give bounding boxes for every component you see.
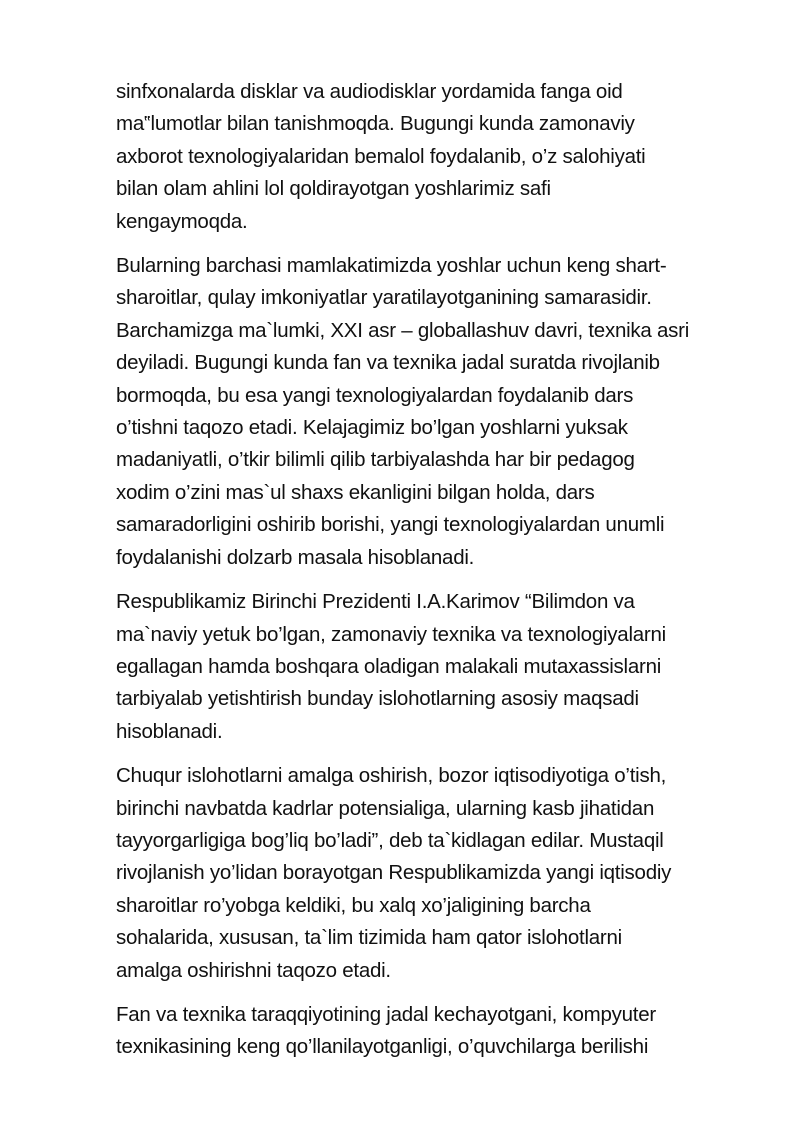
text-line: foydalanishi dolzarb masala hisoblanadi. bbox=[116, 545, 475, 569]
text-line: Respublikamiz Birinchi Prezidenti I.A.Karimov “Bilimdon va bbox=[116, 590, 635, 614]
paragraph bbox=[116, 76, 736, 238]
text-line: bilan olam ahlini lol qoldirayotgan yoshlarimiz safi bbox=[116, 177, 551, 201]
text-line: texnikasining keng qo’llanilayotganligi, o’quvchilarga berilishi bbox=[116, 1035, 649, 1059]
text-line: samaradorligini oshirib borishi, yangi texnologiyalardan unumli bbox=[116, 513, 665, 537]
paragraph bbox=[116, 999, 736, 1064]
paragraph bbox=[116, 250, 736, 574]
text-line: kengaymoqda. bbox=[116, 209, 248, 233]
text-line: sharoitlar ro’yobga keldiki, bu xalq xo’jaligining barcha bbox=[116, 893, 591, 917]
text-line: madaniyatli, o’tkir bilimli qilib tarbiyalashda har bir pedagog bbox=[116, 448, 635, 472]
text-line: o’tishni taqozo etadi. Kelajagimiz bo’lgan yoshlarni yuksak bbox=[116, 416, 628, 440]
text-line: Barchamizga ma`lumki, XXI asr – globallashuv davri, texnika asri bbox=[116, 318, 690, 342]
text-line: Bularning barchasi mamlakatimizda yoshlar uchun keng shart- bbox=[116, 254, 667, 278]
paragraph bbox=[116, 586, 736, 748]
text-line: amalga oshirishni taqozo etadi. bbox=[116, 958, 391, 982]
text-line: bormoqda, bu esa yangi texnologiyalardan foydalanib dars bbox=[116, 383, 634, 407]
text-line: ma`naviy yetuk bo’lgan, zamonaviy texnika va texnologiyalarni bbox=[116, 622, 666, 646]
paragraph bbox=[116, 760, 736, 987]
text-line: xodim o’zini mas`ul shaxs ekanligini bilgan holda, dars bbox=[116, 480, 595, 504]
text-line: sinfxonalarda disklar va audiodisklar yordamida fanga oid bbox=[116, 80, 623, 103]
text-line: rivojlanish yo’lidan borayotgan Respublikamizda yangi iqtisodiy bbox=[116, 861, 672, 885]
text-line: axborot texnologiyalaridan bemalol foydalanib, o’z salohiyati bbox=[116, 144, 646, 168]
text-line: hisoblanadi. bbox=[116, 719, 223, 743]
document-body bbox=[116, 76, 736, 1076]
text-line: Fan va texnika taraqqiyotining jadal kechayotgani, kompyuter bbox=[116, 1002, 656, 1026]
text-line: tayyorgarligiga bog’liq bo’ladi”, deb ta`kidlagan edilar. Mustaqil bbox=[116, 828, 664, 852]
text-line: sharoitlar, qulay imkoniyatlar yaratilayotganining samarasidir. bbox=[116, 286, 652, 310]
text-line: ma‟lumotlar bilan tanishmoqda. Bugungi kunda zamonaviy bbox=[116, 112, 635, 136]
text-line: deyiladi. Bugungi kunda fan va texnika jadal suratda rivojlanib bbox=[116, 351, 660, 375]
text-line: sohalarida, xususan, ta`lim tizimida ham qator islohotlarni bbox=[116, 926, 622, 950]
text-line: birinchi navbatda kadrlar potensialiga, ularning kasb jihatidan bbox=[116, 796, 655, 820]
text-line: egallagan hamda boshqara oladigan malakali mutaxassislarni bbox=[116, 654, 662, 678]
text-line: tarbiyalab yetishtirish bunday islohotlarning asosiy maqsadi bbox=[116, 687, 639, 711]
text-line: Chuqur islohotlarni amalga oshirish, bozor iqtisodiyotiga o’tish, bbox=[116, 764, 667, 788]
